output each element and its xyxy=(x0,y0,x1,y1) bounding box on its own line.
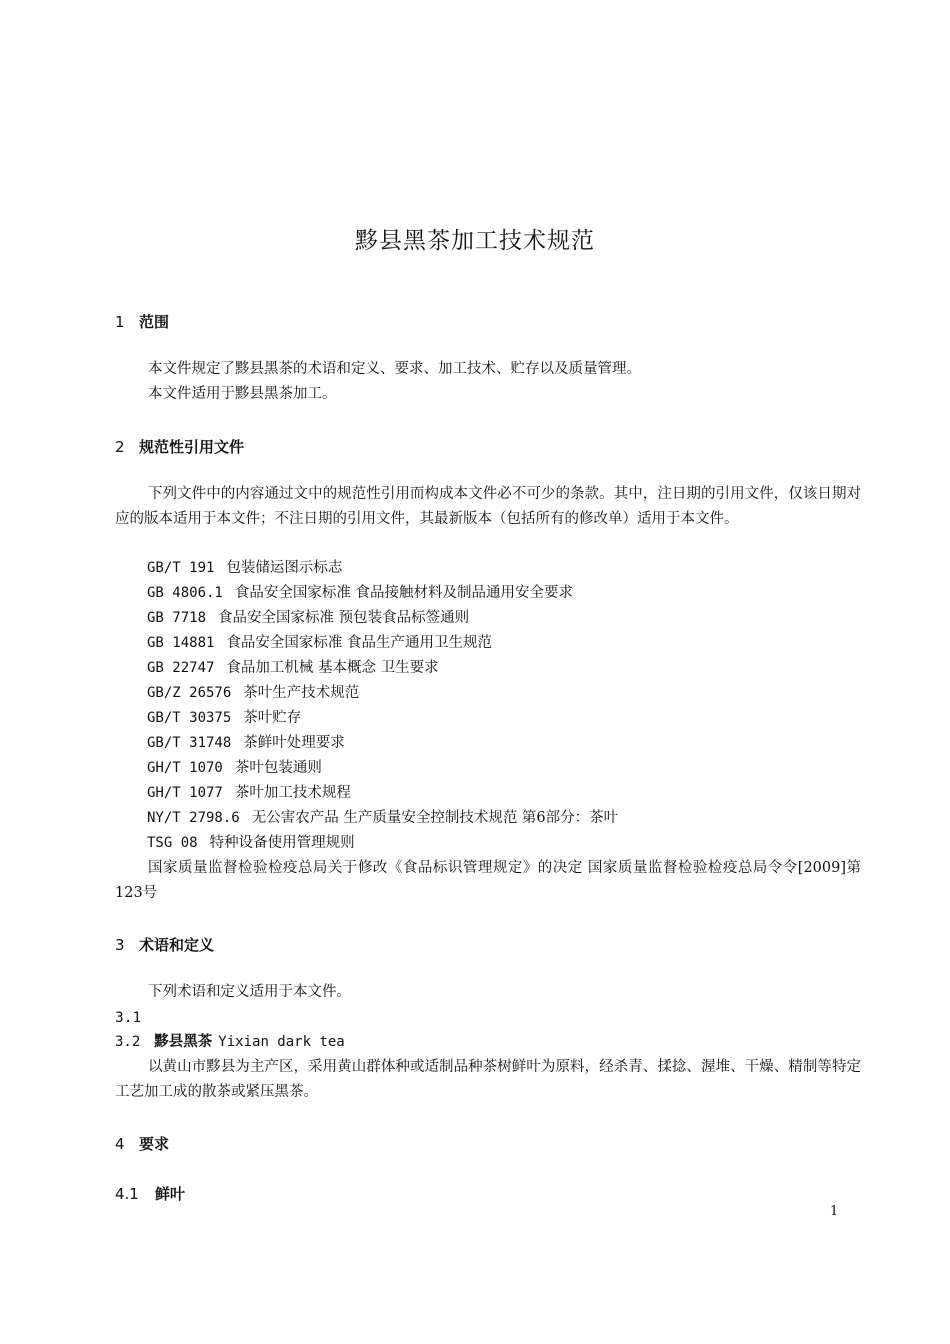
reference-item xyxy=(147,781,351,806)
reference-item xyxy=(147,831,355,856)
reference-title: 包装储运图示标志 xyxy=(226,560,343,576)
reference-item xyxy=(147,606,469,631)
reference-code: TSG 08 xyxy=(147,835,198,851)
reference-item xyxy=(147,556,342,581)
reference-item xyxy=(147,681,359,706)
reference-code: GB 14881 xyxy=(147,635,215,651)
reference-code: NY/T 2798.6 xyxy=(147,810,240,826)
section-3-heading xyxy=(115,934,214,955)
section-3-intro: 下列术语和定义适用于本文件。 xyxy=(148,984,351,1000)
reference-code: GB/T 30375 xyxy=(147,710,232,726)
reference-code: GH/T 1077 xyxy=(147,785,223,801)
section-number: 2 xyxy=(115,438,125,456)
term-name: 黟县黑茶 xyxy=(154,1034,213,1050)
reference-code: GB 22747 xyxy=(147,660,215,676)
reference-code: GH/T 1070 xyxy=(147,760,223,776)
reference-title: 茶鲜叶处理要求 xyxy=(243,735,345,751)
reference-code: GB/Z 26576 xyxy=(147,685,232,701)
reference-title: 茶叶贮存 xyxy=(243,710,302,726)
reference-item xyxy=(147,656,439,681)
reference-item xyxy=(147,731,345,756)
reference-item xyxy=(147,706,301,731)
reference-item xyxy=(147,806,618,831)
section-title: 要求 xyxy=(139,1135,170,1153)
reference-code: GB 7718 xyxy=(147,610,207,626)
section-1-heading xyxy=(115,311,169,332)
reference-title: 茶叶包装通则 xyxy=(234,760,322,776)
term-3-2 xyxy=(115,1030,345,1055)
section-number: 4 xyxy=(115,1135,125,1153)
term-number: 3.2 xyxy=(115,1034,141,1050)
reference-title: 食品安全国家标准 食品接触材料及制品通用安全要求 xyxy=(234,585,573,601)
term-3-2-definition: 以黄山市黟县为主产区，采用黄山群体种或适制品种茶树鲜叶为原料，经杀青、揉捻、渥堆、干燥、精制等特定工艺加工成的散茶或紧压黑茶。 xyxy=(115,1059,861,1100)
reference-title: 茶叶生产技术规范 xyxy=(243,685,360,701)
reference-title: 食品加工机械 基本概念 卫生要求 xyxy=(226,660,439,676)
section-title: 规范性引用文件 xyxy=(139,438,245,456)
reference-title: 食品安全国家标准 食品生产通用卫生规范 xyxy=(226,635,493,651)
section-title: 术语和定义 xyxy=(139,936,215,954)
subsection-title: 鲜叶 xyxy=(155,1185,186,1203)
reference-code: GB/T 191 xyxy=(147,560,215,576)
reference-item xyxy=(147,631,492,656)
term-english: Yixian dark tea xyxy=(218,1034,345,1050)
decree-reference: 国家质量监督检验检疫总局关于修改《食品标识管理规定》的决定 国家质量监督检验检疫总局令令[2009]第123号 xyxy=(115,860,861,901)
section-2-heading xyxy=(115,436,244,457)
section-4-heading xyxy=(115,1133,169,1154)
reference-title: 无公害农产品 生产质量安全控制技术规范 第6部分：茶叶 xyxy=(251,810,619,826)
section-2-intro: 下列文件中的内容通过文中的规范性引用而构成本文件必不可少的条款。其中，注日期的引用文件，仅该日期对应的版本适用于本文件；不注日期的引用文件，其最新版本（包括所有的修改单）适用于本文件。 xyxy=(115,486,861,527)
reference-code: GB 4806.1 xyxy=(147,585,223,601)
term-3-1-number: 3.1 xyxy=(115,1010,142,1026)
section-title: 范围 xyxy=(139,313,170,331)
subsection-number: 4.1 xyxy=(115,1185,139,1203)
reference-title: 茶叶加工技术规程 xyxy=(234,785,351,801)
reference-code: GB/T 31748 xyxy=(147,735,232,751)
reference-item xyxy=(147,581,573,606)
section-1-paragraph-1: 本文件规定了黟县黑茶的术语和定义、要求、加工技术、贮存以及质量管理。 xyxy=(148,361,641,377)
reference-title: 食品安全国家标准 预包装食品标签通则 xyxy=(218,610,470,626)
section-1-paragraph-2: 本文件适用于黟县黑茶加工。 xyxy=(148,386,337,402)
reference-title: 特种设备使用管理规则 xyxy=(209,835,355,851)
section-number: 1 xyxy=(115,313,125,331)
section-number: 3 xyxy=(115,936,125,954)
subsection-4-1-heading xyxy=(115,1183,185,1204)
page-number: 1 xyxy=(830,1204,839,1219)
reference-item xyxy=(147,756,322,781)
document-title: 黟县黑茶加工技术规范 xyxy=(355,228,595,254)
